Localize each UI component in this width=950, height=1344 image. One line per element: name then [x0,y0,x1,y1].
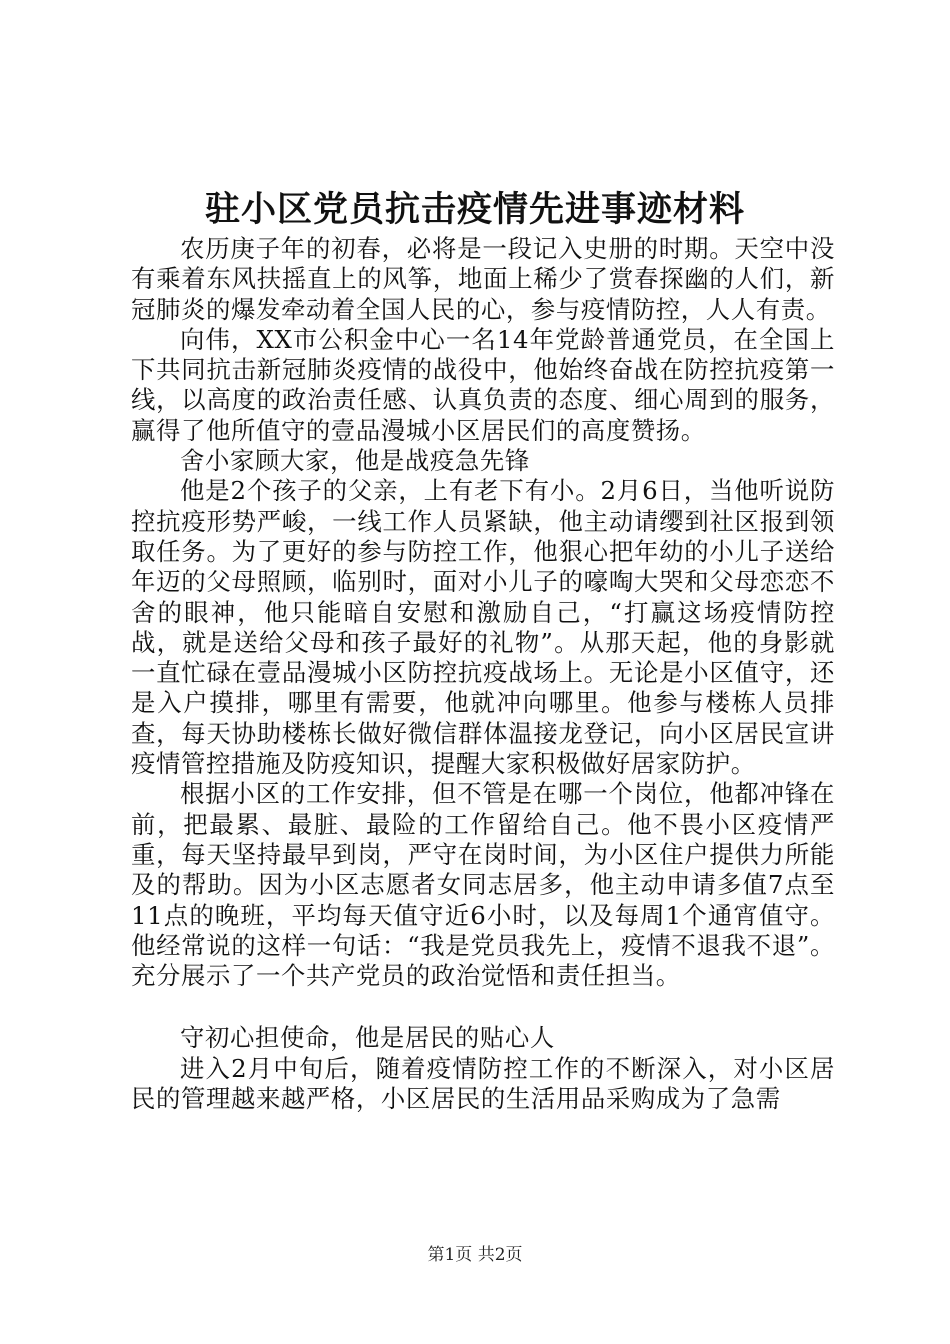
paragraph-duty: 根据小区的工作安排，但不管是在哪一个岗位，他都冲锋在前，把最累、最脏、最险的工作留给自己。他不畏小区疫情严重，每天坚持最早到岗，严守在岗时间，为小区住户提供力所能及的帮助。因为小区志愿者女同志居多，他主动申请多值7点至11点的晚班，平均每天值守近6小时，以及每周1个通宵值守。他经常说的这样一句话：“我是党员我先上，疫情不退我不退”。充分展示了一个共产党员的政治觉悟和责任担当。 [131,779,835,991]
paragraph-family: 他是2个孩子的父亲，上有老下有小。2月6日，当他听说防控抗疫形势严峻，一线工作人员紧缺，他主动请缨到社区报到领取任务。为了更好的参与防控工作，他狠心把年幼的小儿子送给年迈的父母照顾，临别时，面对小儿子的嚎啕大哭和父母恋恋不舍的眼神，他只能暗自安慰和激励自己，“打赢这场疫情防控战，就是送给父母和孩子最好的礼物”。从那天起，他的身影就一直忙碌在壹品漫城小区防控抗疫战场上。无论是小区值守，还是入户摸排，哪里有需要，他就冲向哪里。他参与楼栋人员排查，每天协助楼栋长做好微信群体温接龙登记，向小区居民宣讲疫情管控措施及防疫知识，提醒大家积极做好居家防护。 [131,476,835,779]
paragraph-profile: 向伟，XX市公积金中心一名14年党龄普通党员，在全国上下共同抗击新冠肺炎疫情的战役中，他始终奋战在防控抗疫第一线，以高度的政治责任感、认真负责的态度、细心周到的服务，赢得了他所值守的壹品漫城小区居民们的高度赞扬。 [131,324,835,445]
document-title: 驻小区党员抗击疫情先进事迹材料 [204,189,745,230]
page-footer: 第1页 共2页 [427,1245,523,1265]
document-body [131,234,835,1114]
section-heading-2: 守初心担使命，他是居民的贴心人 [180,1023,555,1053]
paragraph-gap [131,991,835,1023]
paragraph-february: 进入2月中旬后，随着疫情防控工作的不断深入，对小区居民的管理越来越严格，小区居民的生活用品采购成为了急需 [131,1053,835,1114]
section-heading-1: 舍小家顾大家，他是战疫急先锋 [180,446,530,476]
paragraph-intro: 农历庚子年的初春，必将是一段记入史册的时期。天空中没有乘着东风扶摇直上的风筝，地面上稀少了赏春探幽的人们，新冠肺炎的爆发牵动着全国人民的心，参与疫情防控，人人有责。 [131,234,835,324]
